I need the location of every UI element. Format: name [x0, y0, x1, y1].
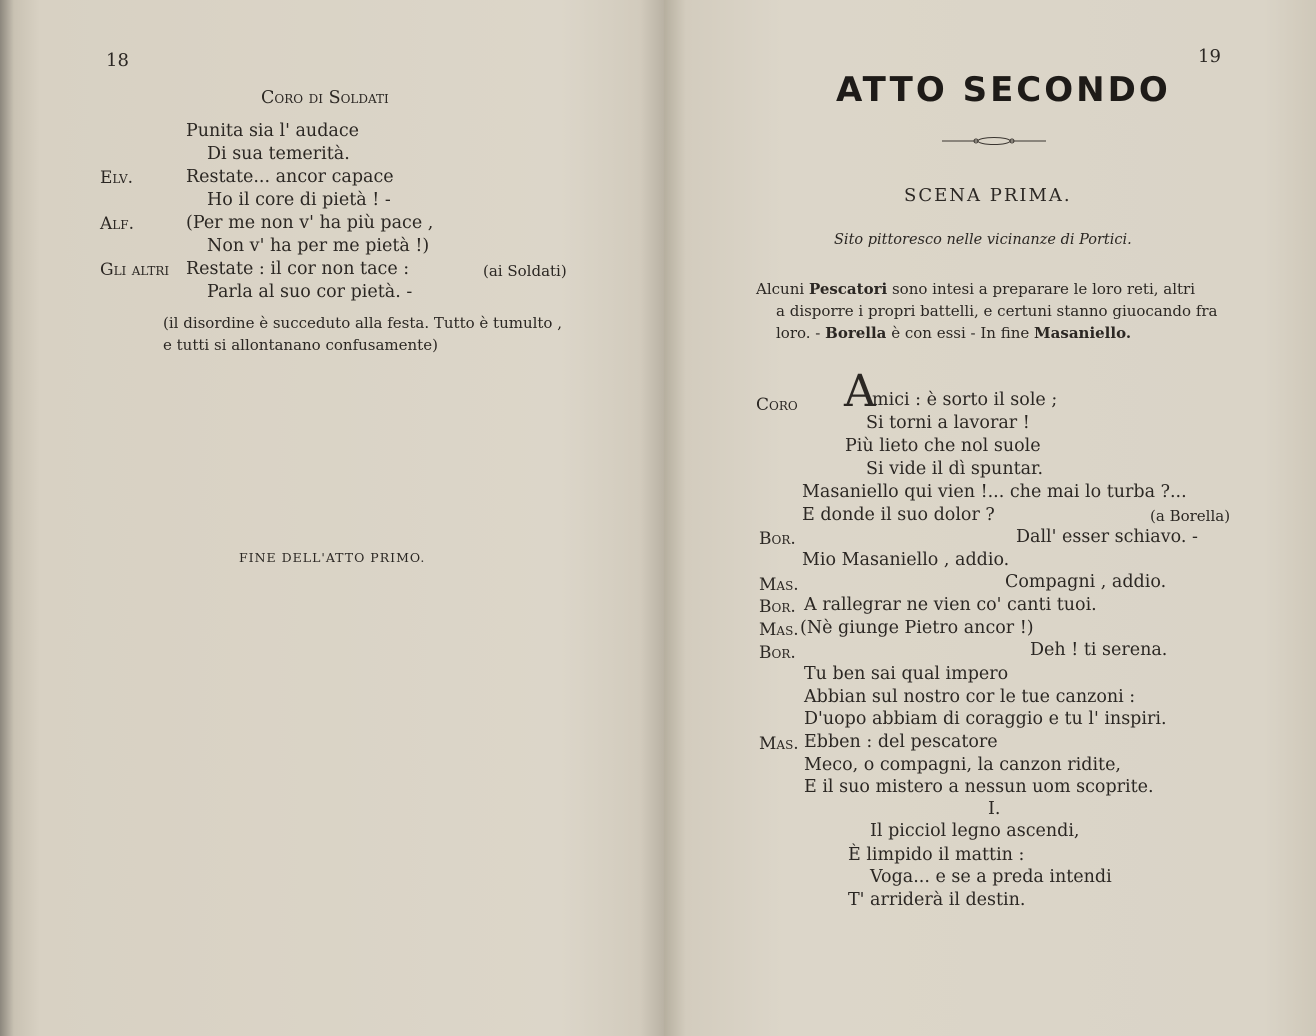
character-name: Masaniello. — [1034, 324, 1132, 342]
verse-line: Masaniello qui vien !... che mai lo turba ?... — [802, 482, 1187, 502]
verse-line: Di sua temerità. — [207, 144, 350, 164]
verse-line: È limpido il mattin : — [848, 845, 1025, 865]
verse-line: Deh ! ti serena. — [1030, 640, 1168, 660]
verse-line: Abbian sul nostro cor le tue canzoni : — [804, 687, 1136, 707]
end-of-act-note: FINE DELL'ATTO PRIMO. — [239, 550, 426, 565]
verse-line: E il suo mistero a nessun uom scoprite. — [804, 777, 1154, 797]
verse-line: Si torni a lavorar ! — [866, 413, 1030, 433]
verse-line: (Per me non v' ha più pace , — [186, 213, 434, 233]
stage-direction: (il disordine è succeduto alla festa. Tutto è tumulto , — [163, 314, 563, 332]
verse-line: Mio Masaniello , addio. — [802, 550, 1010, 570]
verse-line: T' arriderà il destin. — [848, 890, 1026, 910]
act-title: ATTO SECONDO — [836, 70, 1171, 110]
verse-line: Parla al suo cor pietà. - — [207, 282, 413, 302]
verse-line: E donde il suo dolor ? — [802, 505, 995, 525]
speaker-label: Coro — [756, 395, 798, 415]
verse-line: Meco, o compagni, la canzon ridite, — [804, 755, 1121, 775]
page-number-left: 18 — [106, 50, 129, 71]
intro-text: Alcuni — [756, 280, 805, 298]
verse-line: A rallegrar ne vien co' canti tuoi. — [804, 595, 1097, 615]
verse-line: Il picciol legno ascendi, — [870, 821, 1080, 841]
intro-line-3 — [776, 324, 1131, 342]
intro-text: è con essi - In fine — [891, 324, 1030, 342]
intro-text: sono intesi a preparare le loro reti, altri — [891, 280, 1196, 298]
verse-line: Compagni , addio. — [1005, 572, 1167, 592]
stanza-number: I. — [988, 799, 1001, 819]
intro-line-2: a disporre i propri battelli, e certuni stanno giuocando fra — [776, 302, 1218, 320]
stage-direction: e tutti si allontanano confusamente) — [163, 336, 438, 354]
speaker-label: Alf. — [100, 214, 134, 234]
speaker-label: Bor. — [759, 529, 796, 549]
speaker-label: Gli altri — [100, 260, 170, 280]
verse-line: Si vide il dì spuntar. — [866, 459, 1044, 479]
verse-line: Più lieto che nol suole — [845, 436, 1041, 456]
speaker-label: Mas. — [759, 620, 799, 640]
speaker-label: Mas. — [759, 575, 799, 595]
character-name: Borella — [825, 324, 887, 342]
speaker-label: Elv. — [100, 168, 134, 188]
drop-cap: A — [844, 366, 876, 417]
verse-line: Restate : il cor non tace : — [186, 259, 410, 279]
verse-line: Voga... e se a preda intendi — [870, 867, 1112, 887]
intro-text: loro. - — [776, 324, 821, 342]
verse-line: Restate... ancor capace — [186, 167, 394, 187]
right-page — [664, 0, 1316, 1036]
verse-line: D'uopo abbiam di coraggio e tu l' inspiri. — [804, 709, 1167, 729]
verse-line: Punita sia l' audace — [186, 121, 359, 141]
ornament-divider — [942, 133, 1046, 147]
speaker-label: Bor. — [759, 643, 796, 663]
stage-aside: (a Borella) — [1150, 507, 1231, 525]
verse-line: Tu ben sai qual impero — [804, 664, 1009, 684]
verse-line: mici : è sorto il sole ; — [872, 390, 1058, 410]
chorus-heading: Coro di Soldati — [261, 88, 389, 108]
verse-line: Ho il core di pietà ! - — [207, 190, 391, 210]
intro-line-1 — [756, 280, 1195, 298]
speaker-label: Mas. — [759, 734, 799, 754]
stage-aside: (ai Soldati) — [483, 262, 567, 280]
verse-line: Non v' ha per me pietà !) — [207, 236, 430, 256]
verse-line: Ebben : del pescatore — [804, 732, 998, 752]
character-name: Pescatori — [808, 280, 888, 298]
scene-setting: Sito pittoresco nelle vicinanze di Portici. — [834, 232, 1132, 248]
verse-line: (Nè giunge Pietro ancor !) — [800, 618, 1034, 638]
scene-title: SCENA PRIMA. — [904, 185, 1072, 206]
page-number-right: 19 — [1198, 46, 1221, 67]
verse-line: Dall' esser schiavo. - — [1016, 527, 1198, 547]
speaker-label: Bor. — [759, 597, 796, 617]
